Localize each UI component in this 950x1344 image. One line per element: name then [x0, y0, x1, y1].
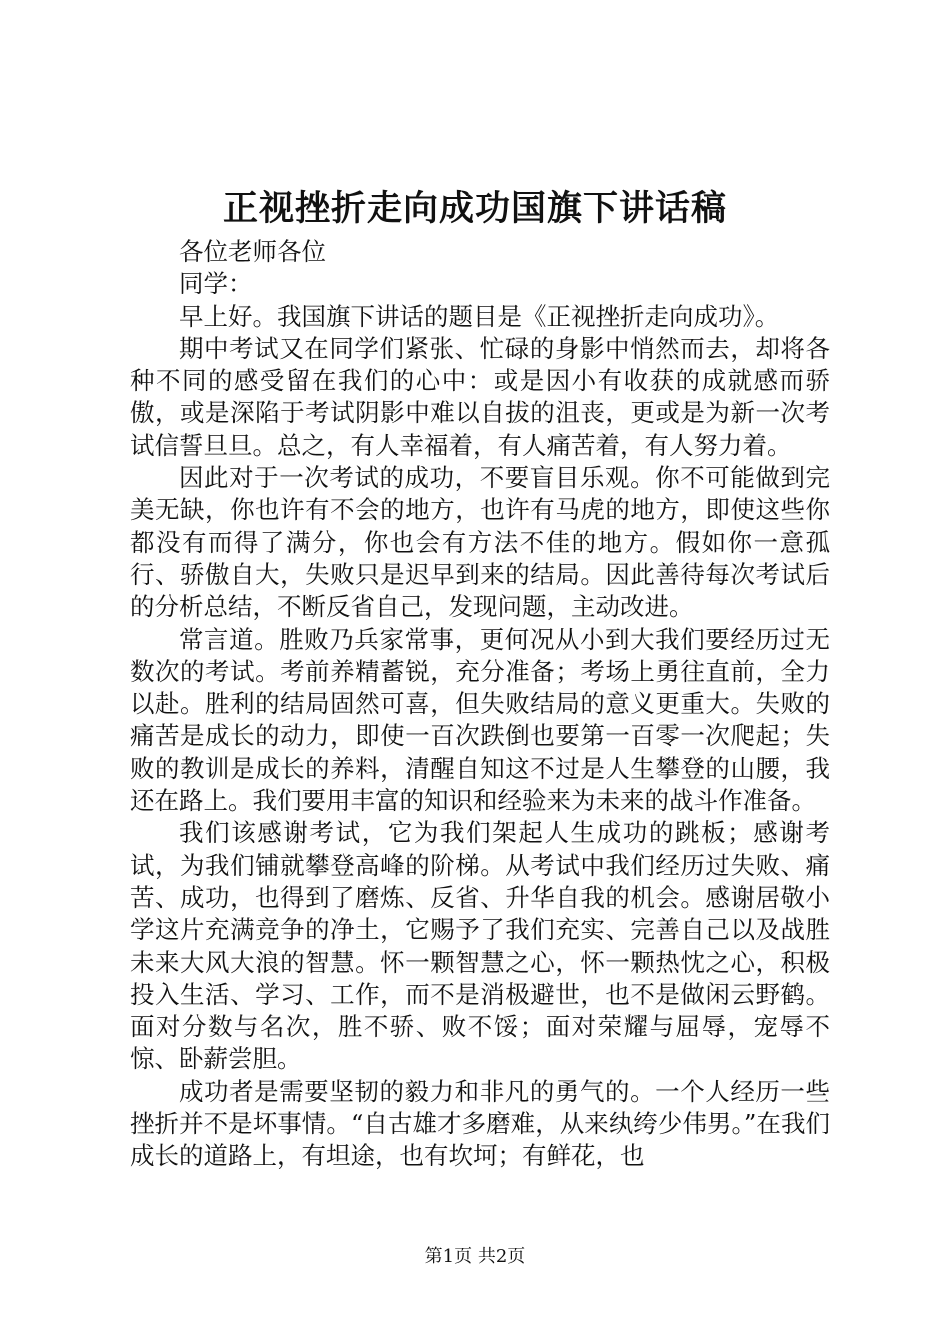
paragraph: 常言道。胜败乃兵家常事，更何况从小到大我们要经历过无数次的考试。考前养精蓄锐，充分准备；考场上勇往直前，全力以赴。胜利的结局固然可喜，但失败结局的意义更重大。失败的痛苦是成长的动力，即使一百次跌倒也要第一百零一次爬起；失败的教训是成长的养料，清醒自知这不过是人生攀登的山腰，我还在路上。我们要用丰富的知识和经验来为未来的战斗作准备。 [130, 624, 830, 816]
paragraph: 期中考试又在同学们紧张、忙碌的身影中悄然而去，却将各种不同的感受留在我们的心中：或是因小有收获的成就感而骄傲，或是深陷于考试阴影中难以自拔的沮丧，更或是为新一次考试信誓旦旦。总之，有人幸福着，有人痛苦着，有人努力着。 [130, 333, 830, 460]
paragraph-salutation-2: 同学： [179, 269, 253, 299]
paragraph: 我们该感谢考试，它为我们架起人生成功的跳板；感谢考试，为我们铺就攀登高峰的阶梯。从考试中我们经历过失败、痛苦、成功，也得到了磨炼、反省、升华自我的机会。感谢居敬小学这片充满竞争的净土，它赐予了我们充实、完善自己以及战胜未来大风大浪的智慧。怀一颗智慧之心，怀一颗热忱之心，积极投入生活、学习、工作，而不是消极避世，也不是做闲云野鹤。面对分数与名次，胜不骄、败不馁；面对荣耀与屈辱，宠辱不惊、卧薪尝胆。 [130, 818, 830, 1074]
document-body [130, 236, 830, 1173]
page-number-footer: 第1页 共2页 [424, 1246, 526, 1267]
paragraph-greeting: 早上好。我国旗下讲话的题目是《正视挫折走向成功》。 [179, 301, 780, 331]
paragraph: 成功者是需要坚韧的毅力和非凡的勇气的。一个人经历一些挫折并不是坏事情。“自古雄才多磨难，从来纨绔少伟男。”在我们成长的道路上，有坦途，也有坎坷；有鲜花，也 [130, 1076, 830, 1171]
paragraph-salutation-1: 各位老师各位 [179, 237, 326, 266]
page-title: 正视挫折走向成功国旗下讲话稿 [222, 188, 727, 229]
paragraph: 因此对于一次考试的成功，不要盲目乐观。你不可能做到完美无缺，你也许有不会的地方，也许有马虎的地方，即使这些你都没有而得了满分，你也会有方法不佳的地方。假如你一意孤行、骄傲自大，失败只是迟早到来的结局。因此善待每次考试后的分析总结，不断反省自己，发现问题，主动改进。 [130, 463, 830, 622]
